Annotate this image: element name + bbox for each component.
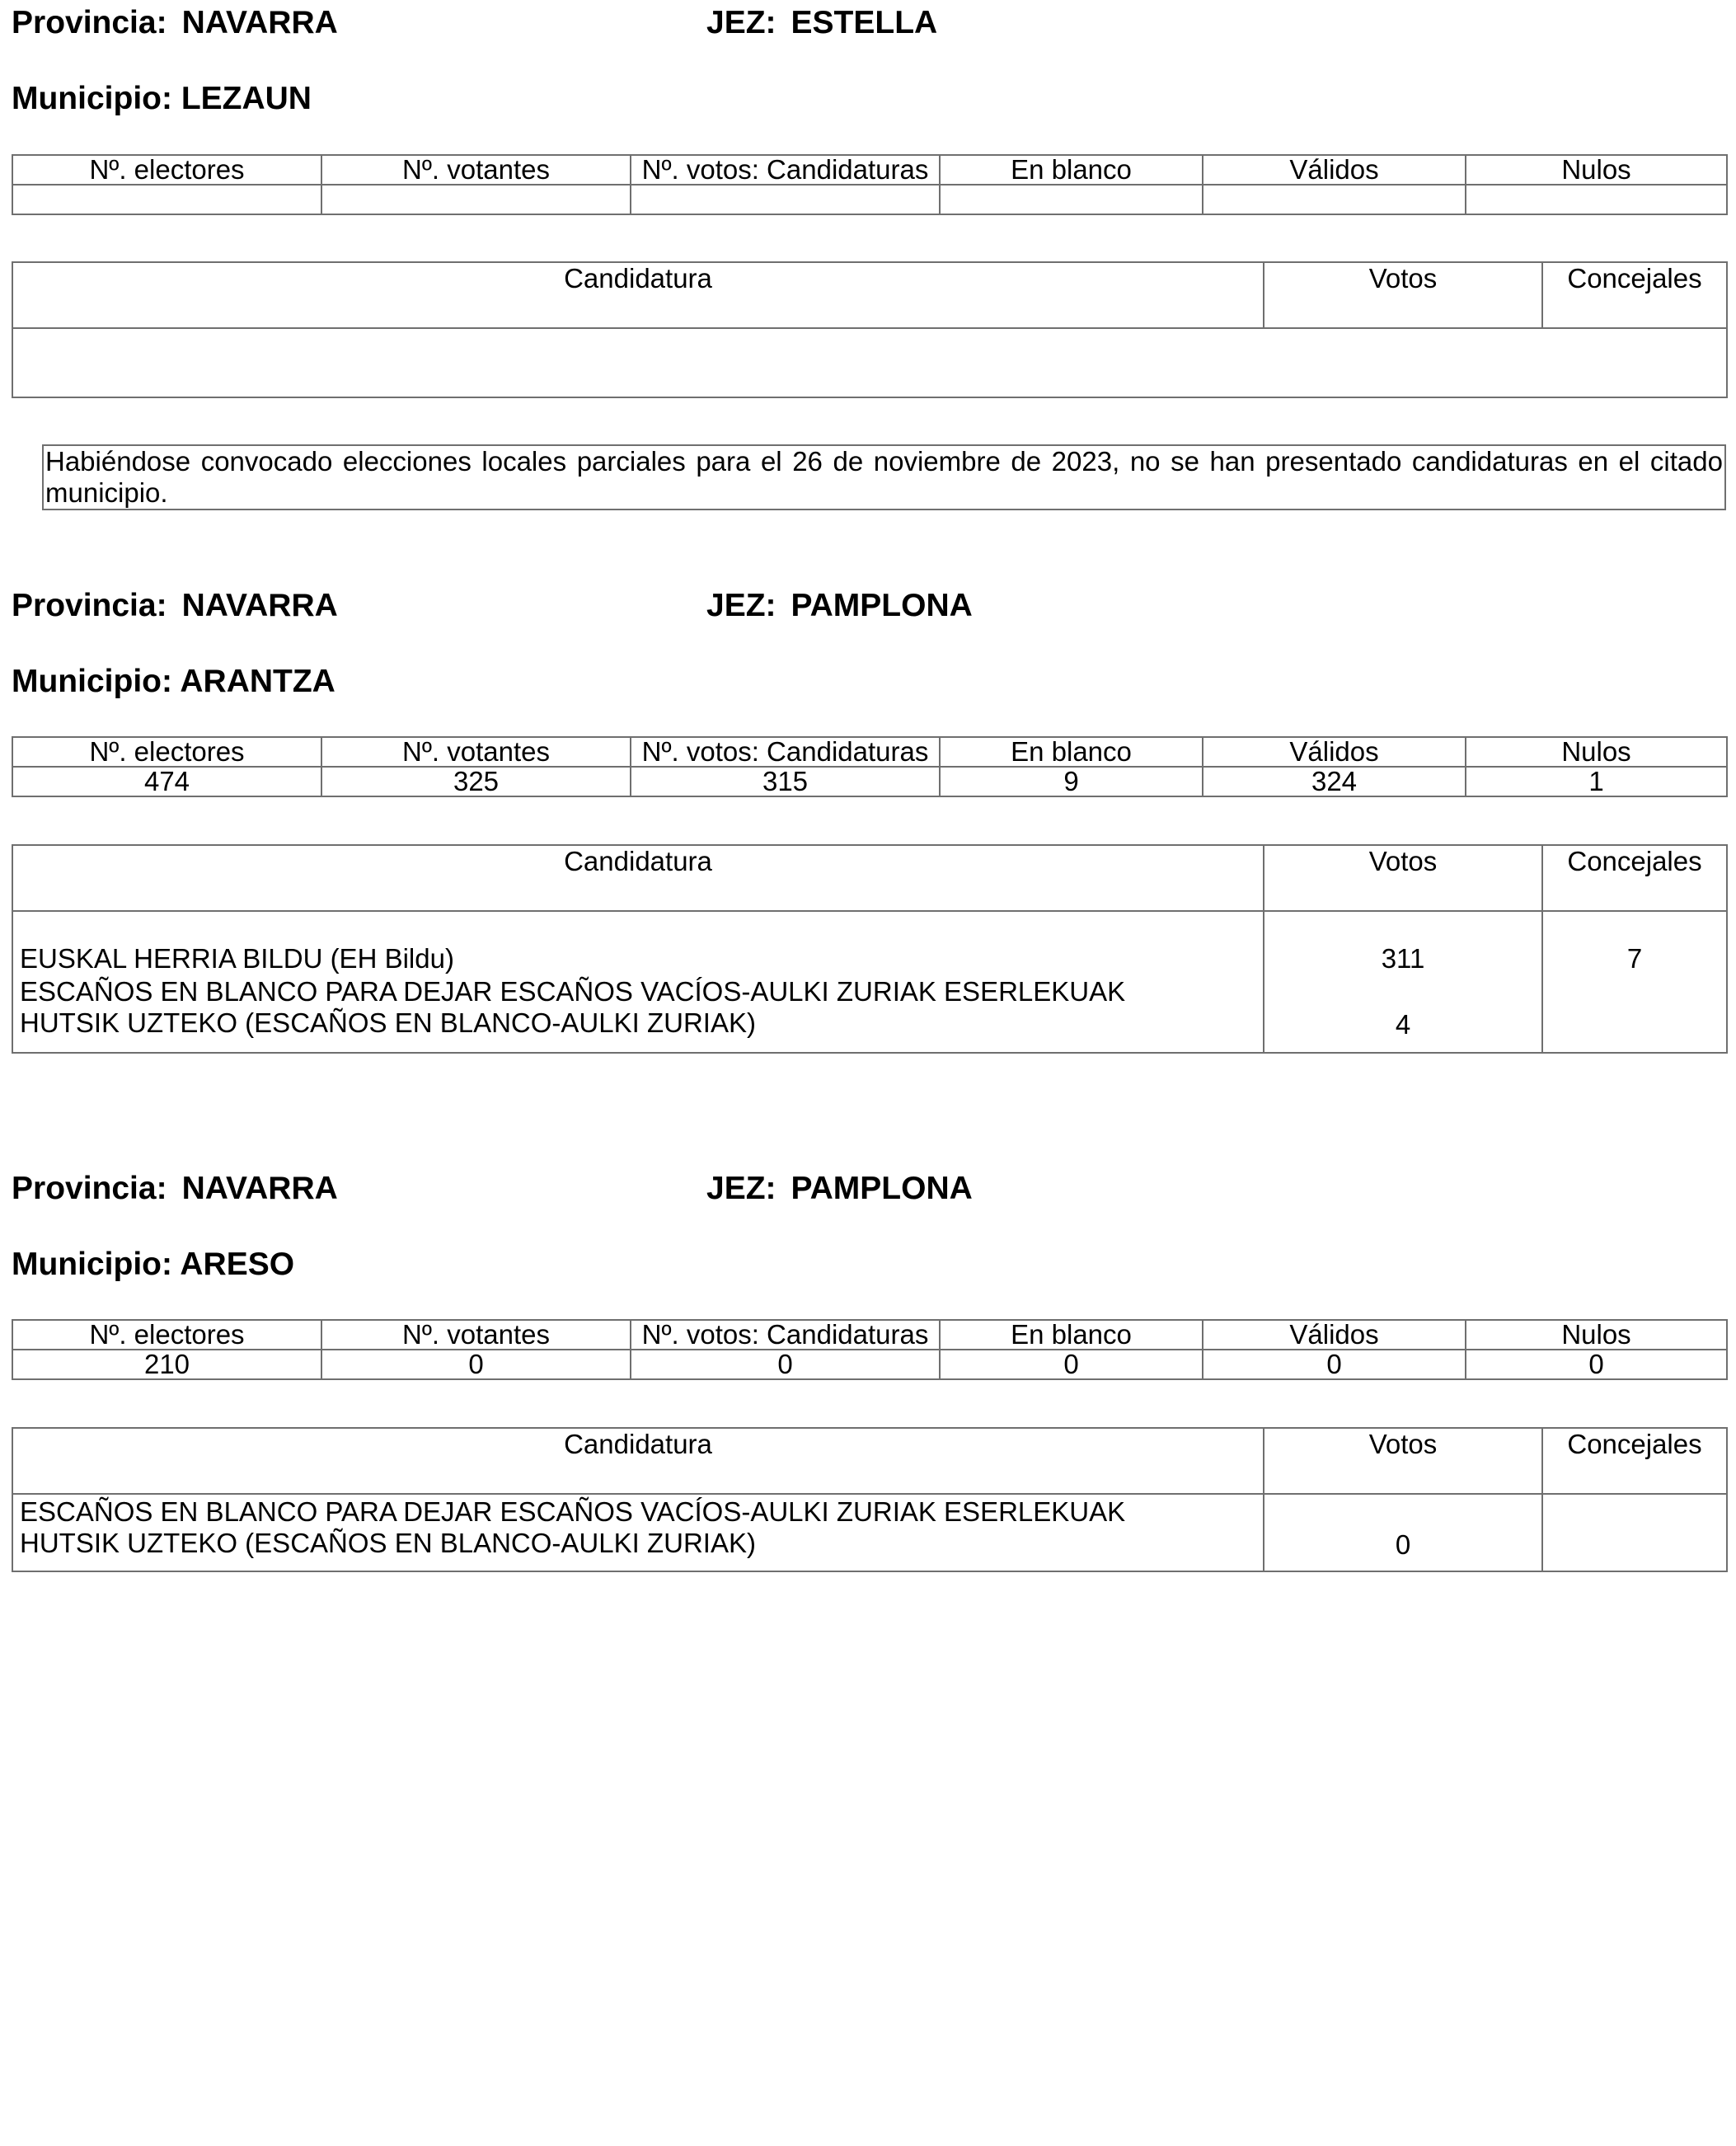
- stats-value: 0: [631, 1350, 940, 1379]
- candidate-name-line: ESCAÑOS EN BLANCO PARA DEJAR ESCAÑOS VACÍOS-AULKI ZURIAK ESERLEKUAK: [20, 976, 1126, 1007]
- municipio-label: Municipio:: [12, 1247, 172, 1282]
- jez-label: JEZ:: [706, 588, 777, 623]
- provincia-heading: [12, 588, 338, 624]
- municipio-heading: [12, 81, 312, 117]
- stats-header: Nº. votantes: [321, 1320, 631, 1350]
- candidate-row: [12, 911, 1727, 974]
- candidate-votos: 0: [1264, 1494, 1542, 1571]
- concejales-header: Concejales: [1542, 845, 1727, 911]
- stats-header: Nº. votos: Candidaturas: [631, 737, 940, 767]
- votos-header: Votos: [1264, 845, 1542, 911]
- stats-value: [1203, 185, 1466, 214]
- stats-header-row: [12, 155, 1727, 185]
- candidate-name: EUSKAL HERRIA BILDU (EH Bildu): [12, 911, 1264, 974]
- stats-table: [12, 154, 1728, 215]
- candidates-header-row: [12, 1428, 1727, 1494]
- jez-value: ESTELLA: [791, 5, 938, 40]
- provincia-label: Provincia:: [12, 5, 167, 40]
- candidate-name: [12, 974, 1264, 1053]
- stats-header: En blanco: [940, 737, 1203, 767]
- stats-header: Válidos: [1203, 155, 1466, 185]
- no-candidates-note: Habiéndose convocado elecciones locales parciales para el 26 de noviembre de 2023, no se han presentado candidaturas en el citado municipio.: [42, 444, 1726, 510]
- stats-header: Nulos: [1466, 155, 1727, 185]
- stats-header: Válidos: [1203, 737, 1466, 767]
- stats-value: [321, 185, 631, 214]
- candidates-header-row: [12, 262, 1727, 328]
- jez-value: PAMPLONA: [791, 588, 973, 623]
- provincia-label: Provincia:: [12, 588, 167, 623]
- stats-header: En blanco: [940, 1320, 1203, 1350]
- stats-value: 315: [631, 767, 940, 796]
- candidate-concejales: [1542, 1494, 1727, 1571]
- jez-heading: [706, 5, 937, 41]
- provincia-value: NAVARRA: [181, 5, 338, 40]
- stats-table: [12, 1319, 1728, 1380]
- candidate-row: [12, 974, 1727, 1053]
- candidatura-header: Candidatura: [12, 1428, 1264, 1494]
- provincia-value: NAVARRA: [181, 588, 338, 623]
- candidate-name: [12, 1494, 1264, 1571]
- stats-value: [1466, 185, 1727, 214]
- municipio-heading: [12, 1247, 294, 1283]
- jez-value: PAMPLONA: [791, 1171, 973, 1206]
- candidatura-header: Candidatura: [12, 845, 1264, 911]
- stats-header: Nº. votos: Candidaturas: [631, 1320, 940, 1350]
- stats-header: Nº. votantes: [321, 737, 631, 767]
- municipio-value: LEZAUN: [181, 81, 312, 116]
- stats-value: 9: [940, 767, 1203, 796]
- candidates-table: [12, 261, 1728, 398]
- jez-heading: [706, 1171, 973, 1207]
- stats-header: En blanco: [940, 155, 1203, 185]
- stats-value-row: [12, 1350, 1727, 1379]
- stats-value: 325: [321, 767, 631, 796]
- candidates-header-row: [12, 845, 1727, 911]
- stats-header: Válidos: [1203, 1320, 1466, 1350]
- stats-value: 474: [12, 767, 321, 796]
- stats-value: 0: [321, 1350, 631, 1379]
- stats-value: [12, 185, 321, 214]
- concejales-header: Concejales: [1542, 1428, 1727, 1494]
- stats-header-row: [12, 1320, 1727, 1350]
- provincia-label: Provincia:: [12, 1171, 167, 1206]
- jez-label: JEZ:: [706, 1171, 777, 1206]
- candidatura-header: Candidatura: [12, 262, 1264, 328]
- municipio-label: Municipio:: [12, 664, 172, 699]
- candidates-table: [12, 844, 1728, 1054]
- jez-label: JEZ:: [706, 5, 777, 40]
- stats-header-row: [12, 737, 1727, 767]
- votos-header: Votos: [1264, 262, 1542, 328]
- provincia-heading: [12, 5, 338, 41]
- candidate-name-line: ESCAÑOS EN BLANCO PARA DEJAR ESCAÑOS VACÍOS-AULKI ZURIAK ESERLEKUAK: [20, 1496, 1126, 1527]
- stats-header: Nº. votos: Candidaturas: [631, 155, 940, 185]
- stats-header: Nº. votantes: [321, 155, 631, 185]
- candidate-name-line: HUTSIK UZTEKO (ESCAÑOS EN BLANCO-AULKI ZURIAK): [20, 1007, 756, 1038]
- stats-value-row: [12, 767, 1727, 796]
- municipio-heading: [12, 664, 335, 700]
- concejales-header: Concejales: [1542, 262, 1727, 328]
- candidate-row: [12, 1494, 1727, 1571]
- stats-value: 0: [1466, 1350, 1727, 1379]
- municipio-value: ARESO: [180, 1247, 295, 1282]
- stats-header: Nº. electores: [12, 737, 321, 767]
- stats-header: Nulos: [1466, 737, 1727, 767]
- stats-value: [940, 185, 1203, 214]
- stats-value: [631, 185, 940, 214]
- candidate-name-line: HUTSIK UZTEKO (ESCAÑOS EN BLANCO-AULKI ZURIAK): [20, 1528, 756, 1558]
- municipio-label: Municipio:: [12, 81, 172, 116]
- jez-heading: [706, 588, 973, 624]
- provincia-value: NAVARRA: [181, 1171, 338, 1206]
- stats-value: 0: [1203, 1350, 1466, 1379]
- candidates-table: [12, 1427, 1728, 1572]
- municipio-value: ARANTZA: [180, 664, 335, 699]
- stats-value: 324: [1203, 767, 1466, 796]
- provincia-heading: [12, 1171, 338, 1207]
- stats-value: 0: [940, 1350, 1203, 1379]
- stats-table: [12, 736, 1728, 797]
- stats-value: 1: [1466, 767, 1727, 796]
- stats-value-row: [12, 185, 1727, 214]
- empty-candidates-row: [12, 328, 1727, 397]
- stats-header: Nº. electores: [12, 155, 321, 185]
- votos-header: Votos: [1264, 1428, 1542, 1494]
- stats-header: Nº. electores: [12, 1320, 321, 1350]
- candidate-votos: 311: [1264, 911, 1542, 974]
- stats-header: Nulos: [1466, 1320, 1727, 1350]
- candidate-concejales: [1542, 974, 1727, 1053]
- candidate-concejales: 7: [1542, 911, 1727, 974]
- candidate-votos: 4: [1264, 974, 1542, 1053]
- stats-value: 210: [12, 1350, 321, 1379]
